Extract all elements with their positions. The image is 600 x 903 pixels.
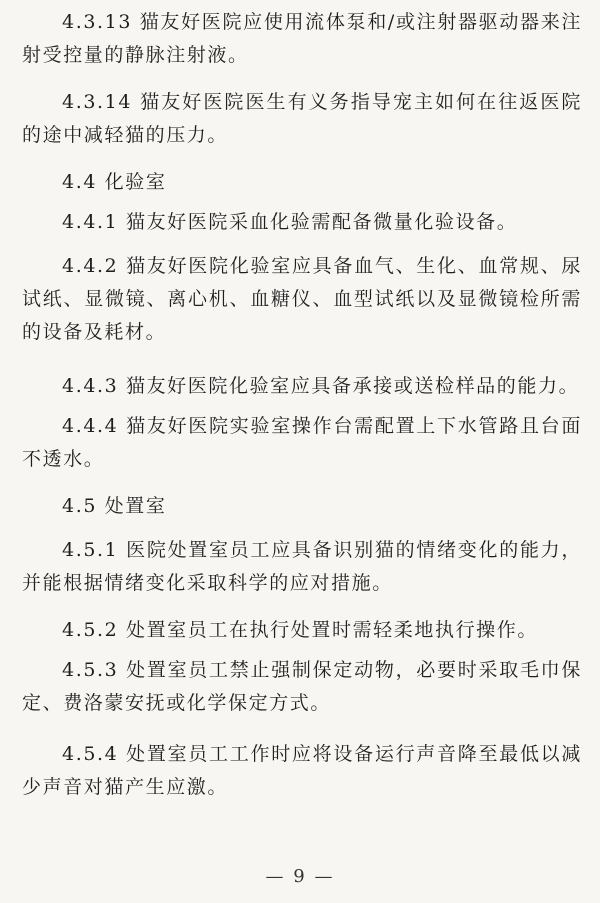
clause-4-5-1: 4.5.1 医院处置室员工应具备识别猫的情绪变化的能力，并能根据情绪变化采取科学的应对措施。	[22, 539, 582, 594]
clause-4-3-13: 4.3.13 猫友好医院应使用流体泵和/或注射器驱动器来注射受控量的静脉注射液。	[22, 11, 582, 66]
clause-4-5-3: 4.5.3 处置室员工禁止强制保定动物，必要时采取毛巾保定、费洛蒙安抚或化学保定方式。	[22, 659, 582, 714]
clause-4-5-4: 4.5.4 处置室员工工作时应将设备运行声音降至最低以减少声音对猫产生应激。	[22, 743, 582, 798]
clause-4-4-1: 4.4.1 猫友好医院采血化验需配备微量化验设备。	[62, 211, 518, 233]
clause-4-4-3: 4.4.3 猫友好医院化验室应具备承接或送检样品的能力。	[62, 375, 580, 397]
clause-4-4-2: 4.4.2 猫友好医院化验室应具备血气、生化、血常规、尿试纸、显微镜、离心机、血糖仪、血型试纸以及显微镜检所需的设备及耗材。	[22, 255, 582, 343]
clause-4-3-14: 4.3.14 猫友好医院医生有义务指导宠主如何在往返医院的途中减轻猫的压力。	[22, 91, 582, 146]
page-number: — 9 —	[265, 866, 335, 887]
clause-4-5-2: 4.5.2 处置室员工在执行处置时需轻柔地执行操作。	[62, 619, 538, 641]
clause-4-4-4: 4.4.4 猫友好医院实验室操作台需配置上下水管路且台面不透水。	[22, 415, 582, 470]
section-heading-4-5: 4.5 处置室	[62, 495, 167, 517]
section-heading-4-4: 4.4 化验室	[62, 171, 167, 193]
